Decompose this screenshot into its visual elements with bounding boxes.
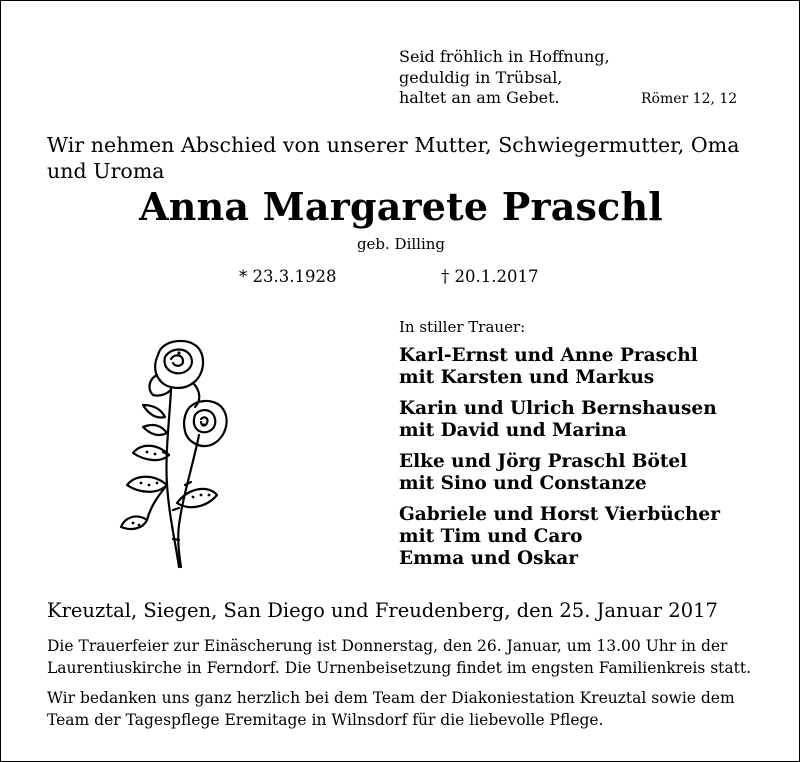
bible-verse [399, 47, 610, 109]
verse-line: haltet an am Gebet. [399, 88, 560, 107]
funeral-notice: Die Trauerfeier zur Einäscherung ist Donnerstag, den 26. Januar, um 13.00 Uhr in der Laurentiuskirche in Ferndorf. Die Urnenbeisetzung findet im engsten Familienkreis statt. [47, 637, 752, 677]
mourning-label: In stiller Trauer: [399, 318, 526, 336]
family-line: Karin und Ulrich Bernshausen [399, 398, 717, 419]
family-line: mit Tim und Caro [399, 526, 583, 547]
family-line: mit David und Marina [399, 420, 627, 441]
family-line: Emma und Oskar [399, 548, 579, 569]
family-line: Karl-Ernst und Anne Praschl [399, 345, 698, 366]
place-and-date: Kreuztal, Siegen, San Diego und Freudenberg, den 25. Januar 2017 [47, 599, 718, 622]
family-line: Gabriele und Horst Vierbücher [399, 504, 720, 525]
family-line: Elke und Jörg Praschl Bötel [399, 451, 688, 472]
thanks-text: Wir bedanken uns ganz herzlich bei dem Team der Diakoniestation Kreuztal sowie dem Team der Tagespflege Eremitage in Wilnsdorf für die liebevolle Pflege. [47, 689, 735, 729]
family-group [399, 451, 720, 495]
verse-line: Seid fröhlich in Hoffnung, [399, 47, 610, 66]
family-line: mit Sino und Constanze [399, 473, 647, 494]
verse-reference: Römer 12, 12 [641, 91, 738, 107]
maiden-name: geb. Dilling [356, 235, 446, 253]
birth-date: * 23.3.1928 [239, 267, 337, 286]
mourners-list [399, 345, 720, 579]
death-date: † 20.1.2017 [441, 267, 539, 286]
verse-line: geduldig in Trübsal, [399, 67, 563, 87]
family-group [399, 345, 720, 389]
rose-icon [113, 335, 243, 579]
family-group [399, 398, 720, 442]
family-line: mit Karsten und Markus [399, 367, 655, 388]
family-group [399, 504, 720, 570]
deceased-name: Anna Margarete Praschl [139, 184, 663, 229]
intro-text: Wir nehmen Abschied von unserer Mutter, Schwiegermutter, Oma und Uroma [47, 133, 740, 183]
